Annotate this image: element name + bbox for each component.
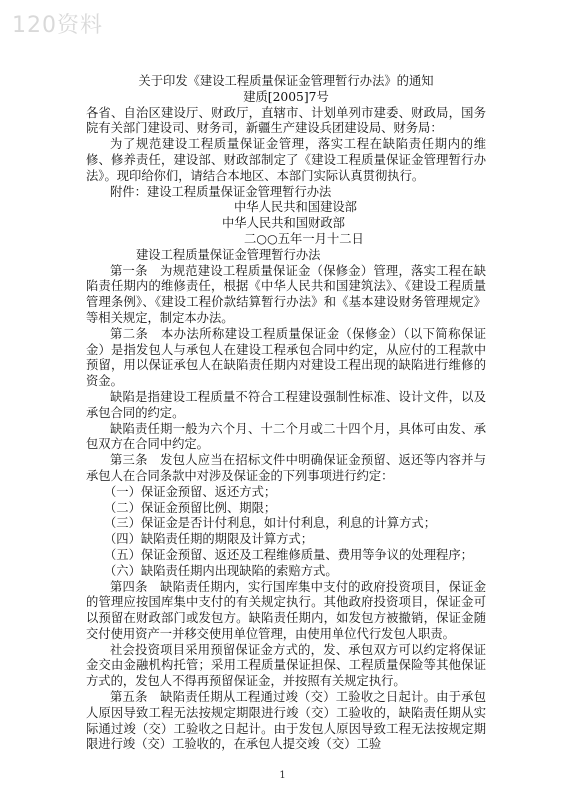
page-number: 1 bbox=[279, 770, 286, 781]
article-3-item: （三）保证金是否计付利息，如计付利息，利息的计算方式； bbox=[104, 516, 437, 531]
article-3-item: （二）保证金预留比例、期限； bbox=[104, 500, 277, 515]
article-3-item: （五）保证金预留、返还及工程维修质量、费用等争议的处理程序； bbox=[104, 547, 473, 562]
article-3-item: （六）缺陷责任期内出现缺陷的索赔方式。 bbox=[104, 563, 338, 578]
doc-title: 关于印发《建设工程质量保证金管理暂行办法》的通知 bbox=[138, 74, 434, 88]
signer-ministry-construction: 中华人民共和国建设部 bbox=[234, 200, 357, 215]
article-2-defect: 缺陷是指建设工程质量不符合工程建设强制性标准、设计文件，以及承包合同的约定。 bbox=[86, 389, 486, 420]
article-1: 第一条 为规范建设工程质量保证金（保修金）管理，落实工程在缺陷责任期内的维修责任，根据《中华人民共和国建筑法》、《建设工程质量管理条例》、《建设工程价款结算暂行办法》和《基本建设财务管理规定》等相关规定，制定本办法。 bbox=[86, 263, 486, 325]
attachment-line: 附件：建设工程质量保证金管理暂行办法 bbox=[110, 184, 332, 199]
signer-ministry-finance: 中华人民共和国财政部 bbox=[222, 216, 345, 231]
watermark-logo: 120资料 bbox=[12, 13, 103, 38]
recipients: 各省、自治区建设厅、财政厅，直辖市、计划单列市建委、财政局，国务院有关部门建设司、财务司，新疆生产建设兵团建设局、财务局： bbox=[86, 105, 486, 136]
document-page bbox=[86, 74, 486, 753]
intro-paragraph: 为了规范建设工程质量保证金管理，落实工程在缺陷责任期内的维修、修养责任，建设部、财政部制定了《建设工程质量保证金管理暂行办法》。现印给你们，请结合本地区、本部门实际认真贯彻执行。 bbox=[86, 137, 486, 183]
article-2: 第二条 本办法所称建设工程质量保证金（保修金）（以下简称保证金）是指发包人与承包人在建设工程承包合同中约定，从应付的工程款中预留，用以保证承包人在缺陷责任期内对建设工程出现的缺陷进行维修的资金。 bbox=[86, 326, 486, 389]
article-4: 第四条 缺陷责任期内，实行国库集中支付的政府投资项目，保证金的管理应按国库集中支付的有关规定执行。其他政府投资项目，保证金可以预留在财政部门或发包方。缺陷责任期内，如发包方被撤销，保证金随交付使用资产一并移交使用单位管理，由使用单位代行发包人职责。 bbox=[86, 579, 486, 641]
measures-title: 建设工程质量保证金管理暂行办法 bbox=[136, 247, 321, 262]
article-3: 第三条 发包人应当在招标文件中明确保证金预留、返还等内容并与承包人在合同条款中对涉及保证金的下列事项进行约定： bbox=[86, 453, 486, 483]
article-2-period: 缺陷责任期一般为六个月、十二个月或二十四个月，具体可由发、承包双方在合同中约定。 bbox=[86, 421, 486, 452]
article-4-social-investment: 社会投资项目采用预留保证金方式的，发、承包双方可以约定将保证金交由金融机构托管；采用工程质量保证担保、工程质量保险等其他保证方式的，发包人不得再预留保证金，并按照有关规定执行。 bbox=[86, 642, 486, 689]
issue-date: 二○○五年一月十二日 bbox=[244, 231, 364, 246]
doc-number: 建质[2005]7号 bbox=[243, 89, 329, 104]
article-3-item: （一）保证金预留、返还方式； bbox=[104, 484, 277, 499]
article-5: 第五条 缺陷责任期从工程通过竣（交）工验收之日起计。由于承包人原因导致工程无法按规定期限进行竣（交）工验收的，缺陷责任期从实际通过竣（交）工验收之日起计。由于发包人原因导致工程无法按规定期限进行竣（交）工验收的，在承包人提交竣（交）工验 bbox=[86, 690, 486, 752]
article-3-item: （四）缺陷责任期的期限及计算方式； bbox=[104, 532, 314, 547]
